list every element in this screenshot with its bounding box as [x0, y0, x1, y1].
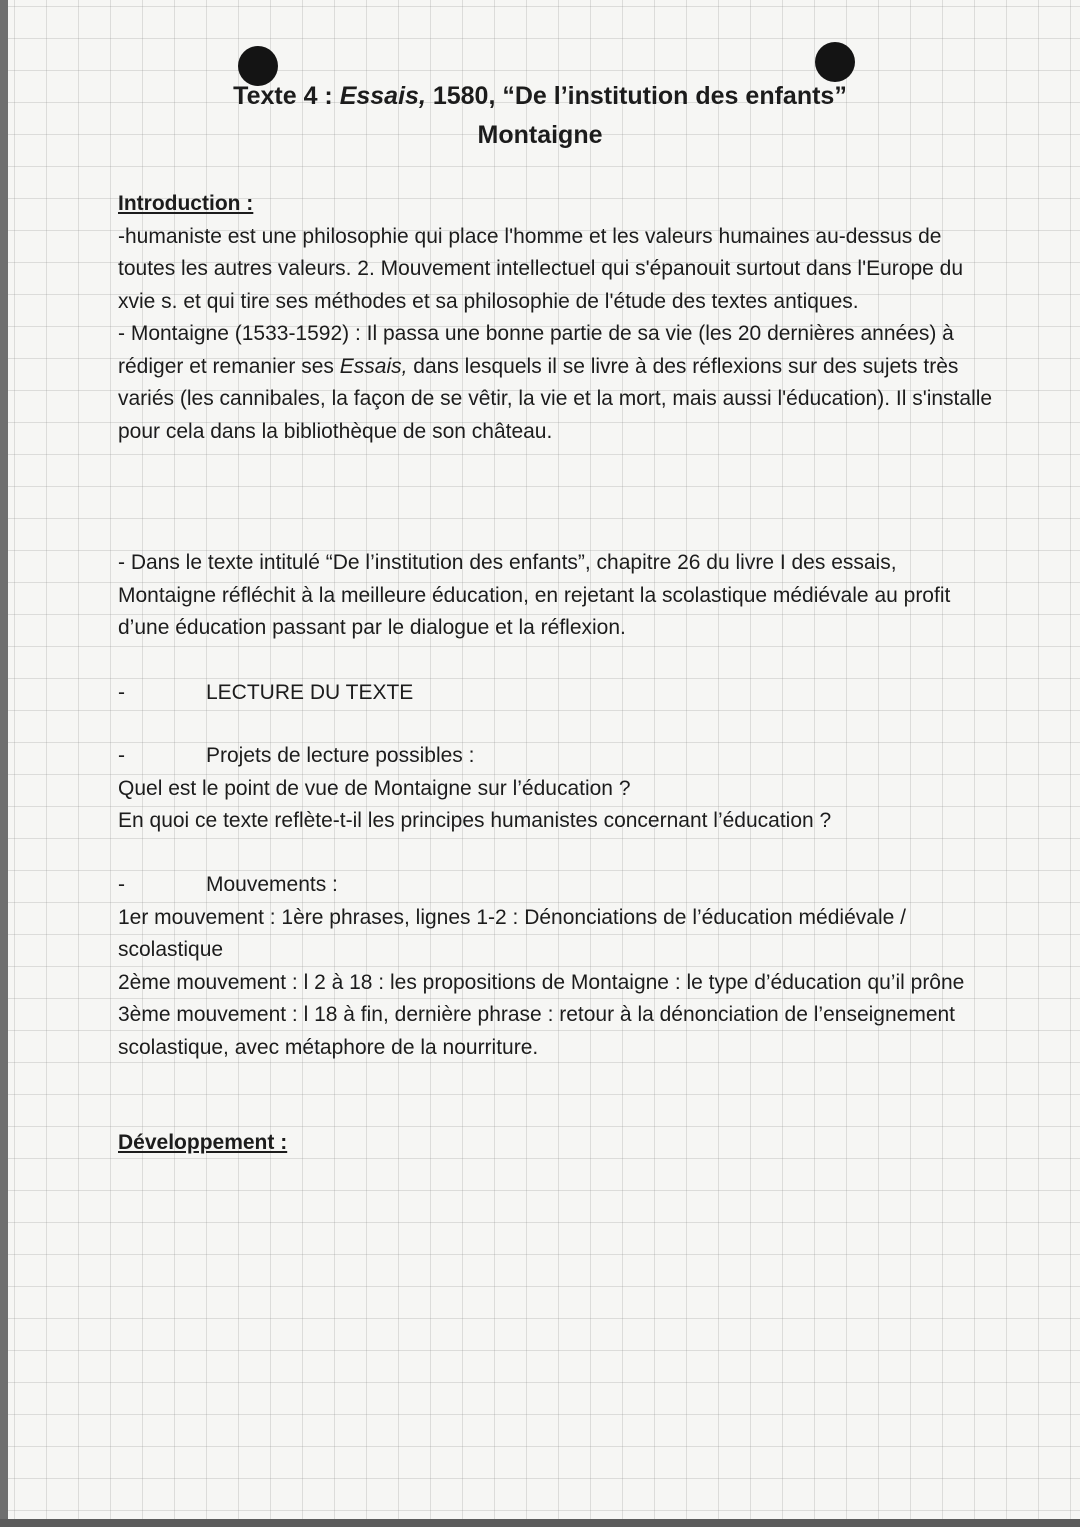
- mouvements-dash: -: [118, 873, 125, 896]
- montaigne-text-end: dans lesquels il se livre à des réflexions sur des sujets très variés (les cannibales, la façon de se vêtir, la vie et la mort, mais aussi l'éducation). Il s'installe pour cela dans la bibliothèque de son château.: [118, 354, 993, 443]
- document-author: Montaigne: [477, 121, 603, 149]
- mouvements-label: Mouvements :: [206, 873, 338, 896]
- projets-section: [118, 740, 998, 838]
- developpement-heading: Développement :: [118, 1131, 288, 1154]
- lecture-label: LECTURE DU TEXTE: [206, 681, 414, 704]
- mouvement-3: 3ème mouvement : l 18 à fin, dernière phrase : retour à la dénonciation de l’enseignement scolastique, avec métaphore de la nourriture.: [118, 1003, 956, 1059]
- punch-hole-left: [238, 46, 278, 86]
- mouvements-row: [118, 869, 998, 902]
- projet-question-2: En quoi ce texte reflète-t-il les principes humanistes concernant l’éducation ?: [118, 809, 832, 832]
- lecture-row: [118, 677, 998, 710]
- introduction-heading: Introduction :: [118, 192, 254, 215]
- developpement-section: [118, 1127, 998, 1160]
- title-prefix: Texte 4 :: [233, 82, 340, 110]
- projets-dash: -: [118, 744, 125, 767]
- punch-hole-right: [815, 42, 855, 82]
- introduction-section: [118, 188, 998, 448]
- montaigne-paragraph: [118, 318, 998, 448]
- lecture-dash: -: [118, 681, 125, 704]
- mouvement-2: 2ème mouvement : l 2 à 18 : les propositions de Montaigne : le type d’éducation qu’il prône: [118, 970, 965, 994]
- montaigne-text-start: - Montaigne (1533-1592) : Il passa une bonne partie de sa vie (les 20 dernières années) à rédiger et remanier ses: [118, 322, 954, 378]
- projets-row: [118, 740, 998, 773]
- texte-paragraph: - Dans le texte intitulé “De l’institution des enfants”, chapitre 26 du livre I des essais, Montaigne réfléchit à la meilleure éducation, en rejetant la scolastique médiévale au profit d’une éducation passant par le dialogue et la réflexion.: [118, 551, 951, 639]
- mouvements-section: [118, 869, 998, 1064]
- humanisme-paragraph: -humaniste est une philosophie qui place l'homme et les valeurs humaines au-dessus de toutes les autres valeurs. 2. Mouvement intellectuel qui s'épanouit surtout dans l'Europe du xvie s. et qui tire ses méthodes et sa philosophie de l'étude des textes antiques.: [118, 224, 964, 313]
- mouvement-1: 1er mouvement : 1ère phrases, lignes 1-2 : Dénonciations de l’éducation médiévale / scolastique: [118, 905, 906, 961]
- projets-label: Projets de lecture possibles :: [206, 744, 475, 767]
- page-bottom-edge: [0, 1519, 1080, 1527]
- title-work: Essais,: [339, 82, 426, 110]
- document-title: [0, 82, 1080, 111]
- montaigne-essais-title: Essais,: [339, 354, 408, 378]
- title-rest: 1580, “De l’institution des enfants”: [425, 82, 847, 110]
- page-left-edge: [0, 0, 8, 1527]
- projet-question-1: Quel est le point de vue de Montaigne sur l’éducation ?: [118, 776, 631, 800]
